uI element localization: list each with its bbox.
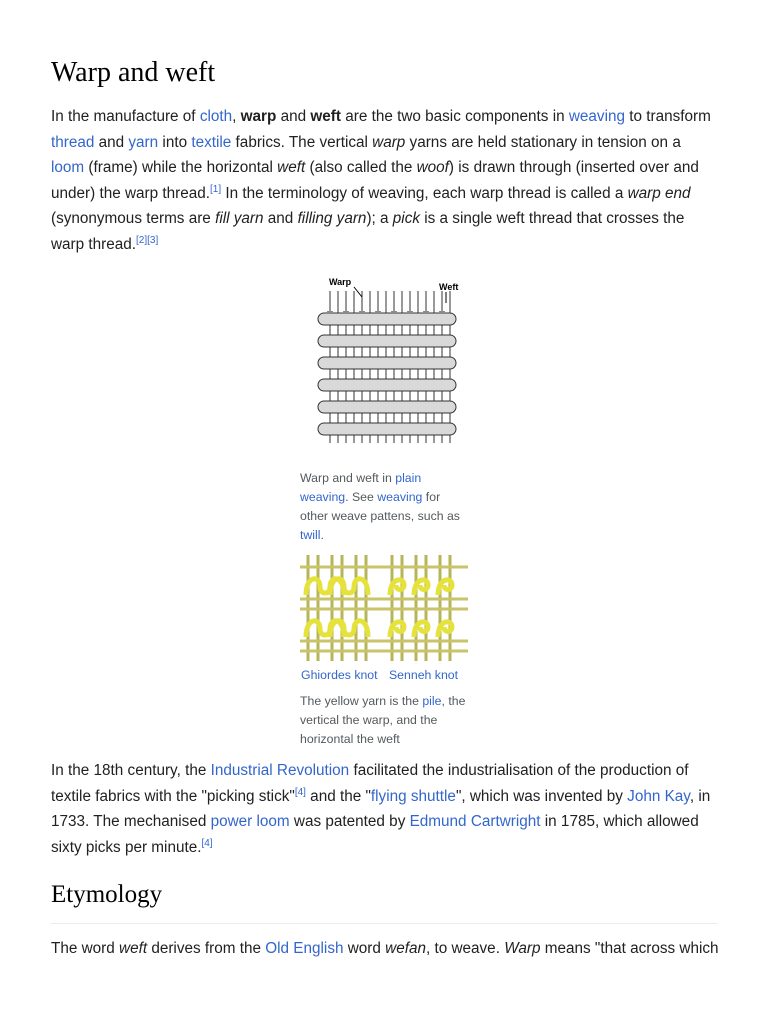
caption-text: . — [320, 528, 324, 542]
text-run: are the two basic components in — [340, 108, 569, 125]
citation-1[interactable]: [1] — [210, 183, 222, 195]
heading-divider — [51, 923, 718, 924]
italic-wefan: wefan — [385, 940, 426, 957]
link-twill[interactable]: twill — [300, 528, 321, 542]
link-john-kay[interactable]: John Kay — [627, 787, 690, 805]
figure-knots — [300, 555, 468, 665]
text-run: and the " — [305, 787, 371, 805]
text-run: and — [276, 108, 311, 125]
text-run: (also called the — [305, 159, 417, 176]
caption-text: , the vertical the warp, and the horizontal the weft — [300, 694, 466, 746]
link-cloth[interactable]: cloth — [199, 108, 233, 125]
link-textile[interactable]: textile — [191, 133, 232, 151]
knots-diagram[interactable] — [300, 555, 468, 663]
figure2-caption — [300, 692, 468, 749]
section-heading-etymology: Etymology — [51, 881, 163, 908]
italic-fill-yarn: fill yarn — [215, 210, 264, 227]
page-title: Warp and weft — [51, 57, 216, 88]
text-run: ", which was invented by — [455, 787, 628, 805]
text-run: was patented by — [289, 813, 410, 830]
link-thread[interactable]: thread — [51, 133, 95, 151]
link-plain-weaving[interactable]: plain weaving — [300, 471, 422, 504]
text-run: into — [158, 133, 192, 151]
text-run: ); a — [366, 210, 393, 227]
italic-pick: pick — [392, 210, 420, 227]
italic-woof: woof — [416, 159, 449, 176]
link-weaving-caption[interactable]: weaving — [377, 490, 423, 504]
text-run: ) is drawn through (inserted over and under) the warp thread. — [51, 159, 699, 202]
text-run: , — [232, 108, 241, 125]
italic-weft: weft — [277, 159, 306, 176]
caption-text: Warp and weft in — [300, 471, 396, 485]
arrow-warp — [354, 287, 362, 297]
figure1-caption — [300, 469, 468, 545]
history-paragraph — [51, 758, 718, 860]
citation-2[interactable]: [2] — [136, 234, 148, 246]
text-run: yarns are held stationary in tension on a — [405, 133, 681, 151]
link-edmund-cartwright[interactable]: Edmund Cartwright — [409, 813, 541, 830]
knot-labels — [301, 666, 466, 684]
text-run: (synonymous terms are — [51, 210, 216, 227]
link-pile[interactable]: pile — [422, 694, 442, 708]
text-run: and — [263, 210, 298, 227]
caption-text: The yellow yarn is the — [300, 694, 423, 708]
citation-4[interactable]: [4] — [294, 786, 306, 798]
link-power-loom[interactable]: power loom — [210, 813, 290, 830]
text-run: fabrics. The vertical — [231, 133, 373, 151]
link-ghiordes-knot[interactable]: Ghiordes knot — [301, 668, 378, 682]
figure-warp-weft — [300, 273, 468, 545]
citation-4-repeat[interactable]: [4] — [201, 837, 213, 849]
text-run: In the 18th century, the — [51, 762, 211, 779]
link-weaving[interactable]: weaving — [568, 108, 625, 125]
text-run: In the terminology of weaving, each warp thread is called a — [221, 184, 628, 202]
warp-weft-diagram[interactable] — [300, 273, 468, 453]
text-run: In the manufacture of — [51, 108, 200, 125]
text-run: facilitated the industrialisation of the production of textile fabrics with the "picking stick" — [51, 762, 689, 805]
text-run: derives from the — [147, 940, 266, 957]
text-run: , in 1733. The mechanised — [51, 787, 711, 830]
text-run: is a single weft thread that crosses the warp thread. — [51, 210, 685, 253]
text-run: means "that across which — [540, 940, 719, 957]
citation-3[interactable]: [3] — [147, 234, 159, 246]
text-run: (frame) while the horizontal — [84, 159, 278, 176]
link-old-english[interactable]: Old English — [265, 940, 344, 957]
italic-weft: weft — [119, 940, 148, 957]
label-warp: Warp — [329, 277, 352, 287]
text-run: word — [343, 940, 386, 957]
link-senneh-knot[interactable]: Senneh knot — [388, 668, 459, 682]
caption-text: for other weave pattens, such as — [300, 490, 460, 523]
bold-warp: warp — [240, 108, 277, 125]
caption-text: . See — [345, 490, 378, 504]
etymology-paragraph — [51, 936, 718, 962]
italic-warp: Warp — [504, 940, 541, 957]
text-run: , to weave. — [425, 940, 505, 957]
text-run: in 1785, which allowed sixty picks per minute. — [51, 813, 699, 856]
bold-weft: weft — [310, 108, 341, 125]
link-flying-shuttle[interactable]: flying shuttle — [370, 787, 456, 805]
italic-warp: warp — [372, 133, 406, 151]
text-run: to transform — [624, 108, 711, 125]
text-run: and — [94, 133, 129, 151]
label-weft: Weft — [439, 282, 459, 292]
link-yarn[interactable]: yarn — [128, 133, 159, 151]
intro-paragraph — [51, 104, 718, 257]
italic-filling-yarn: filling yarn — [297, 210, 367, 227]
link-loom[interactable]: loom — [51, 159, 85, 176]
link-industrial-revolution[interactable]: Industrial Revolution — [210, 762, 350, 779]
italic-warp-end: warp end — [627, 184, 691, 202]
text-run: The word — [51, 940, 120, 957]
